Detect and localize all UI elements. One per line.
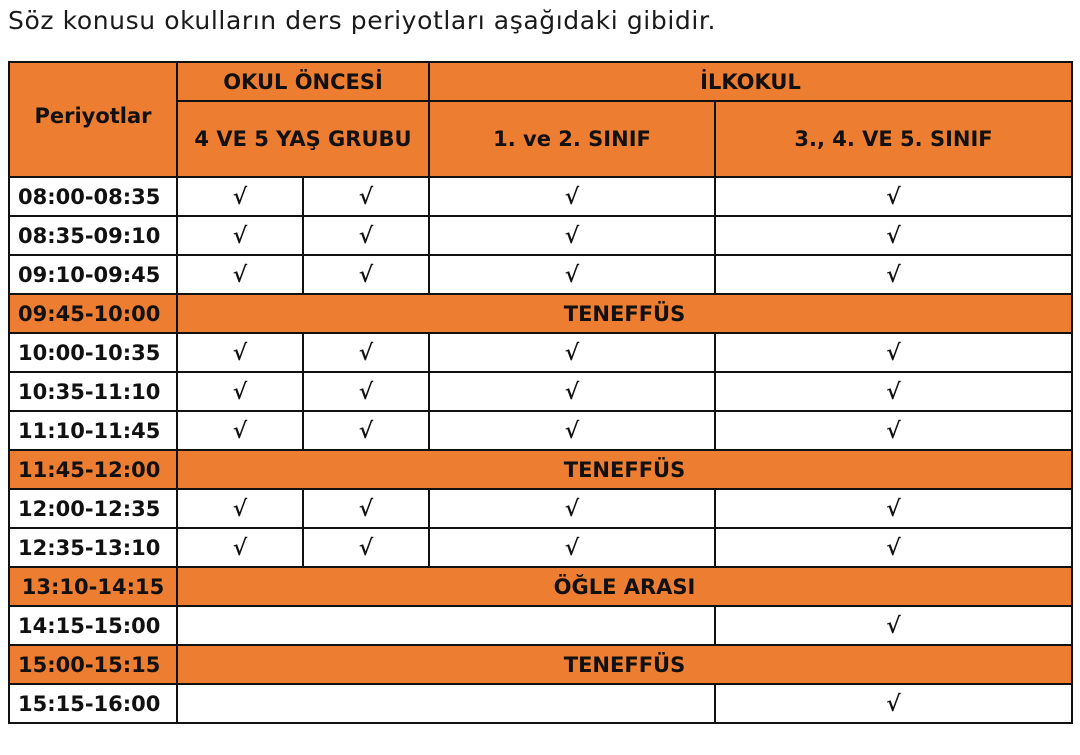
table-row [9,255,1072,294]
period-time: 10:00-10:35 [9,333,177,372]
table-row [9,372,1072,411]
check-icon: √ [886,339,901,366]
check-icon: √ [564,534,580,561]
check-icon: √ [886,690,901,717]
check-icon: √ [232,534,248,561]
empty-cell [177,684,715,723]
break-label: ÖĞLE ARASI [177,567,1072,606]
period-time: 08:00-08:35 [9,177,177,216]
check-icon: √ [564,378,580,405]
check-icon: √ [358,261,374,288]
break-row [9,450,1072,489]
break-label: TENEFFÜS [177,645,1072,684]
check-icon: √ [358,339,374,366]
check-icon: √ [886,612,901,639]
table-row [9,606,1072,645]
period-time: 10:35-11:10 [9,372,177,411]
check-icon: √ [564,339,580,366]
period-time: 09:45-10:00 [9,294,177,333]
check-icon: √ [232,495,248,522]
table-row [9,489,1072,528]
schedule-table [8,61,1073,724]
empty-cell [177,606,715,645]
period-time: 14:15-15:00 [9,606,177,645]
primary-school-header: İLKOKUL [429,62,1072,101]
table-row [9,684,1072,723]
check-icon: √ [886,261,901,288]
check-icon: √ [358,183,374,210]
period-time: 13:10-14:15 [9,567,177,606]
check-icon: √ [886,534,901,561]
check-icon: √ [232,339,248,366]
grade-3-5-header: 3., 4. VE 5. SINIF [715,101,1072,177]
check-icon: √ [564,417,580,444]
check-icon: √ [564,261,580,288]
check-icon: √ [886,183,901,210]
check-icon: √ [564,183,580,210]
check-icon: √ [232,378,248,405]
check-icon: √ [886,222,901,249]
period-time: 12:35-13:10 [9,528,177,567]
preschool-header: OKUL ÖNCESİ [177,62,429,101]
periods-header: Periyotlar [9,62,177,177]
table-row [9,177,1072,216]
check-icon: √ [232,222,248,249]
header-row-1 [9,62,1072,101]
period-time: 15:15-16:00 [9,684,177,723]
period-time: 09:10-09:45 [9,255,177,294]
check-icon: √ [564,222,580,249]
break-row [9,645,1072,684]
check-icon: √ [358,378,374,405]
grade-1-2-header: 1. ve 2. SINIF [429,101,715,177]
table-row [9,333,1072,372]
table-row [9,216,1072,255]
table-row [9,528,1072,567]
intro-text: Söz konusu okulların ders periyotları aşağıdaki gibidir. [8,6,717,35]
check-icon: √ [232,417,248,444]
period-time: 08:35-09:10 [9,216,177,255]
check-icon: √ [232,183,248,210]
check-icon: √ [886,495,901,522]
check-icon: √ [358,534,374,561]
period-time: 15:00-15:15 [9,645,177,684]
check-icon: √ [886,378,901,405]
break-label: TENEFFÜS [177,294,1072,333]
break-label: TENEFFÜS [177,450,1072,489]
period-time: 12:00-12:35 [9,489,177,528]
check-icon: √ [564,495,580,522]
check-icon: √ [358,495,374,522]
period-time: 11:10-11:45 [9,411,177,450]
period-time: 11:45-12:00 [9,450,177,489]
check-icon: √ [886,417,901,444]
break-row [9,294,1072,333]
table-row [9,411,1072,450]
check-icon: √ [232,261,248,288]
check-icon: √ [358,417,374,444]
check-icon: √ [358,222,374,249]
preschool-age-group-header: 4 VE 5 YAŞ GRUBU [177,101,429,177]
lunch-break-row [9,567,1072,606]
